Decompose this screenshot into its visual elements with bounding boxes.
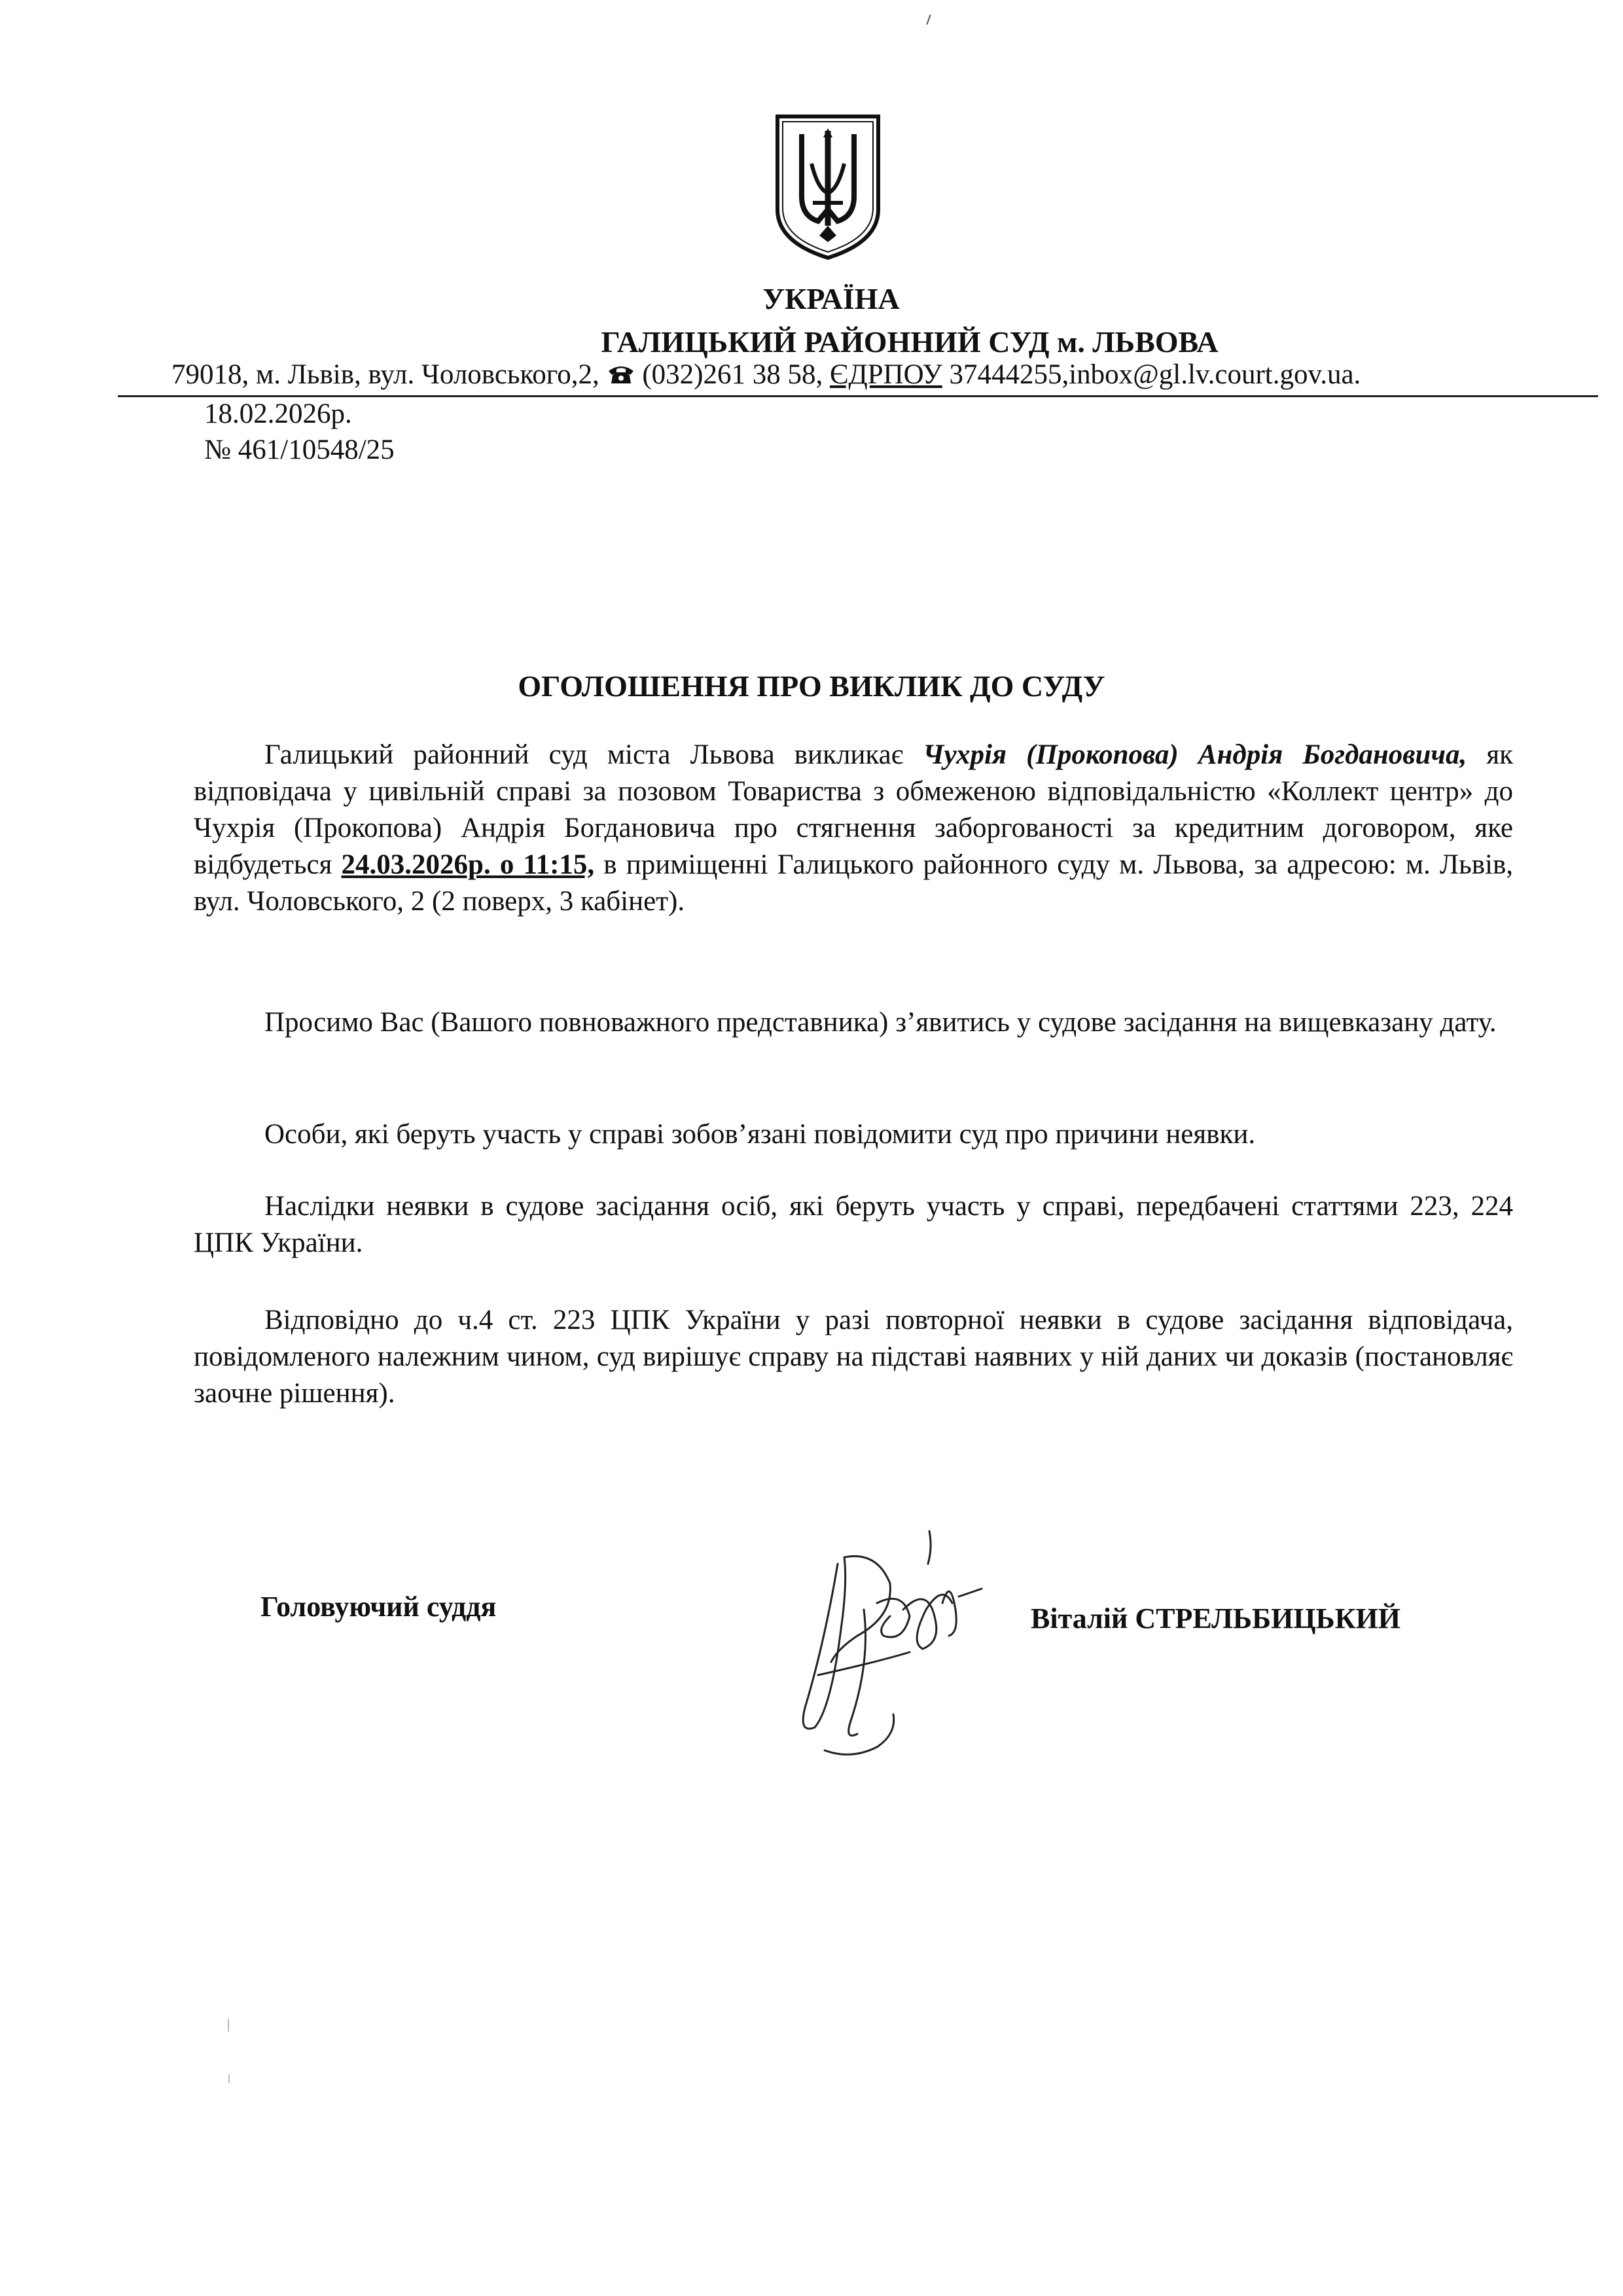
address-text: 79018, м. Львів, вул. Чоловського,2,: [171, 359, 607, 390]
paragraph-obligation: Особи, які беруть участь у справі зобов’язані повідомити суд про причини неявки.: [264, 1119, 1256, 1150]
signatory-role: Головуючий суддя: [260, 1591, 497, 1623]
country-title: УКРАЇНА: [762, 282, 900, 315]
signatory-name: Віталій СТРЕЛЬБИЦЬКИЙ: [1031, 1602, 1400, 1634]
paragraph-consequences: Наслідки неявки в судове засідання осіб, які беруть участь у справі, передбачені статтями 223, 224 ЦПК України.: [194, 1191, 1513, 1258]
paragraph-absentia: Відповідно до ч.4 ст. 223 ЦПК України у разі повторної неявки в судове засідання відповідача, повідомленого належним чином, суд вирішує справу на підставі наявних у ній даних чи доказів (постановляє заочне рішення).: [194, 1305, 1513, 1409]
defendant-name: Чухрія (Прокопова) Андрія Богдановича,: [923, 739, 1467, 770]
paragraph-summons: [194, 737, 1513, 920]
telephone-icon: [607, 362, 635, 385]
scan-speck: [228, 2074, 230, 2083]
scan-speck: [228, 2019, 229, 2032]
document-title: ОГОЛОШЕННЯ ПРО ВИКЛИК ДО СУДУ: [518, 669, 1105, 703]
paragraph-text: як відповідача у цивільній справі за позовом Товариства з обмеженою відповідальністю «Коллект центр» до Чухрія (Прокопова) Андрія Богдановича про стягнення заборгованості за кредитним договором, яке відбудеться: [194, 739, 1513, 880]
court-title: ГАЛИЦЬКИЙ РАЙОННИЙ СУД м. ЛЬВОВА: [601, 325, 1219, 359]
case-number: № 461/10548/25: [204, 434, 395, 465]
handwritten-signature-icon: [779, 1511, 1014, 1767]
edrpou-label: ЄДРПОУ: [829, 359, 942, 390]
paragraph-request: Просимо Вас (Вашого повноважного представника) з’явитись у судове засідання на вищевказану дату.: [264, 1007, 1497, 1038]
document-date: 18.02.2026р.: [204, 398, 352, 429]
paragraph-text: Галицький районний суд міста Львова викликає: [264, 739, 923, 770]
header-divider: [118, 395, 1598, 397]
phone-number: (032)261 38 58,: [635, 359, 823, 390]
paragraph-text: в приміщенні Галицького районного суду м. Львова, за адресою: м. Львів, вул. Чоловського, 2 (2 поверх, 3 кабінет).: [194, 849, 1514, 917]
court-address-line: [171, 359, 1361, 391]
hearing-datetime: 24.03.2026р. о 11:15,: [341, 849, 595, 880]
coat-of-arms-icon: [772, 111, 883, 262]
scan-speck: [926, 14, 931, 25]
edrpou-and-email: 37444255,inbox@gl.lv.court.gov.ua.: [942, 359, 1361, 390]
